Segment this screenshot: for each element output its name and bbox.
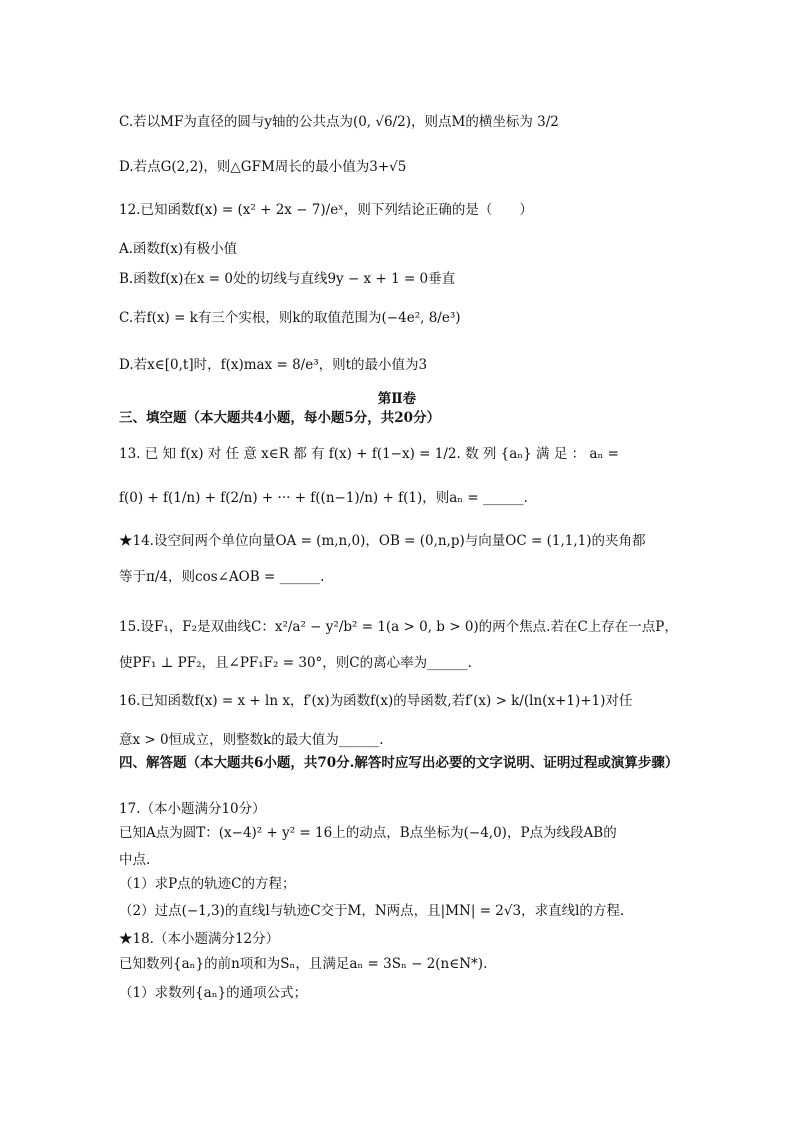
option-12b: B.函数f(x)在x = 0处的切线与直线9y − x + 1 = 0垂直	[119, 271, 456, 287]
question-18-part1: （1）求数列{aₙ}的通项公式；	[119, 985, 308, 1001]
section-fill-blank-heading: 三、填空题（本大题共4小题，每小题5分，共20分）	[119, 410, 441, 426]
question-13-line1: 13. 已 知 f(x) 对 任 意 x∈R 都 有 f(x) + f(1−x) = 1/2. 数 列 {aₙ} 满 足 ： aₙ =	[119, 446, 619, 462]
option-11c: C.若以MF为直径的圆与y轴的公共点为(0, √6/2)，则点M的横坐标为 3/2	[119, 114, 559, 130]
question-13-line2: f(0) + f(1/n) + f(2/n) + ··· + f((n−1)/n) + f(1)，则aₙ = ______.	[119, 490, 528, 506]
question-18-header: ★18.（本小题满分12分）	[119, 931, 280, 947]
question-17-part2: （2）过点(−1,3)的直线l与轨迹C交于M，N两点，且|MN| = 2√3，求直线l的方程.	[119, 903, 625, 919]
question-16-line2: 意x > 0恒成立，则整数k的最大值为______.	[119, 732, 384, 748]
question-14-line1: ★14.设空间两个单位向量OA = (m,n,0)，OB = (0,n,p)与向量OC = (1,1,1)的夹角都	[119, 533, 646, 549]
question-17-line1: 已知A点为圆T：(x−4)² + y² = 16上的动点，B点坐标为(−4,0)，P点为线段AB的	[119, 825, 617, 841]
question-12: 12.已知函数f(x) = (x² + 2x − 7)/eˣ，则下列结论正确的是（ ）	[119, 202, 533, 218]
question-18-line1: 已知数列{aₙ}的前n项和为Sₙ，且满足aₙ = 3Sₙ − 2(n∈N*).	[119, 956, 488, 972]
question-17-header: 17.（本小题满分10分）	[119, 801, 266, 817]
option-12a: A.函数f(x)有极小值	[119, 241, 238, 257]
volume-title: 第Ⅱ卷	[377, 391, 417, 407]
question-16-line1: 16.已知函数f(x) = x + ln x，f′(x)为函数f(x)的导函数,若f′(x) > k/(ln(x+1)+1)对任	[119, 693, 633, 709]
question-15-line2: 使PF₁ ⊥ PF₂，且∠PF₁F₂ = 30°，则C的离心率为______.	[119, 655, 472, 671]
question-15-line1: 15.设F₁，F₂是双曲线C：x²/a² − y²/b² = 1(a > 0, b > 0)的两个焦点.若在C上存在一点P，	[119, 619, 678, 635]
question-14-line2: 等于π/4，则cos∠AOB = ______.	[119, 569, 325, 585]
section-answer-heading: 四、解答题（本大题共6小题，共70分.解答时应写出必要的文字说明、证明过程或演算步骤）	[119, 755, 679, 771]
option-12c: C.若f(x) = k有三个实根，则k的取值范围为(−4e², 8/e³)	[119, 310, 461, 326]
option-12d: D.若x∈[0,t]时，f(x)max = 8/e³，则t的最小值为3	[119, 357, 428, 373]
question-17-part1: （1）求P点的轨迹C的方程；	[119, 876, 296, 892]
option-11d: D.若点G(2,2)，则△GFM周长的最小值为3+√5	[119, 159, 407, 175]
question-17-line2: 中点.	[119, 852, 151, 868]
